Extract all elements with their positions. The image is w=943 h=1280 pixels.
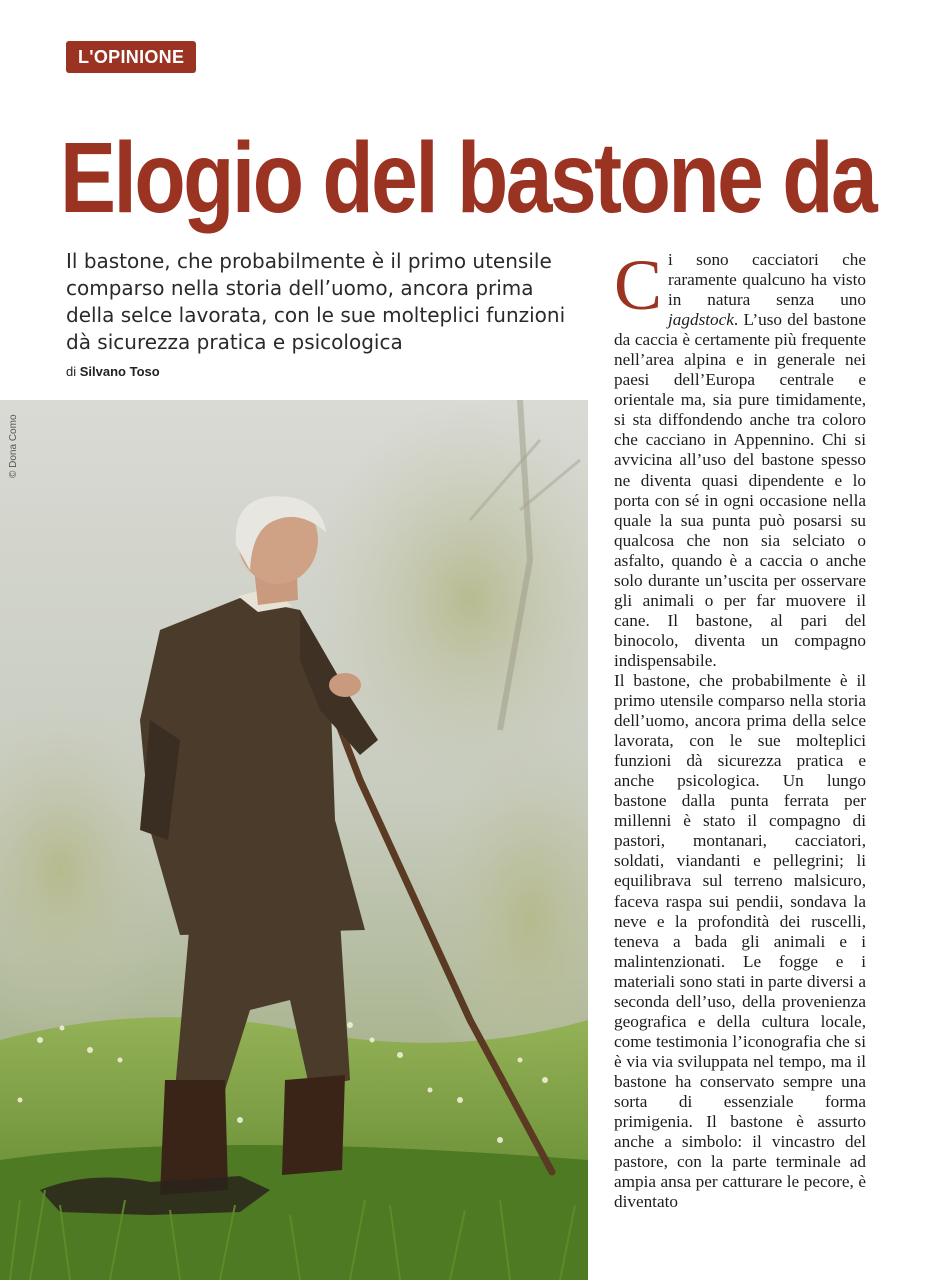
hunter-photo (0, 400, 588, 1280)
byline (66, 364, 160, 379)
p1-rest: . L’uso del bastone da caccia è certamente più frequente nell’area alpina e in generale nei paesi dell’Europa centrale e orientale ma, sia pure timidamente, si sta diffondendo anche tra coloro che cacciano in Appennino. Chi si avvicina all’uso del bastone spesso ne diventa quasi dipendente e lo porta con sé in ogni occasione nella quale la sua punta può posarsi su qualcosa che non sia selciato o asfalto, quando è a caccia o anche solo durante un’uscita per osservare gli animali o per far muovere il cane. Il bastone, al pari del binocolo, diventa un compagno indispensabile. (614, 310, 866, 670)
drop-cap: C (614, 245, 663, 325)
body-paragraph-2: Il bastone, che probabilmente è il primo utensile comparso nella storia dell’uomo, ancora prima della selce lavorata, con le sue molteplici funzioni dà sicurezza pratica e anche psicologica. Un lungo bastone dalla punta ferrata per millenni è stato il compagno di pastori, montanari, cacciatori, soldati, viandanti e pellegrini; li equilibrava sul terreno malsicuro, faceva raspa sui pendii, sondava la neve e la profondità dei ruscelli, teneva a bada gli animali e i malintenzionati. Le fogge e i materiali sono stati in parte diversi a seconda dell’uso, della provenienza geografica e della cultura locale, come testimonia l’iconografia che si è via via sviluppata nel tempo, ma il bastone ha conservato sempre una sorta di essenziale forma primigenia. Il bastone è assurto anche a simbolo: il vincastro del pastore, con la parte terminale ad ampia ansa per catturare le pecore, è diventato (614, 670, 866, 1212)
photo-credit: © Dona Como (8, 414, 19, 478)
body-paragraph-1 (614, 245, 866, 671)
p1-term: jagdstock (668, 310, 734, 330)
author-name: Silvano Toso (79, 364, 160, 379)
standfirst: Il bastone, che probabilmente è il primo utensile comparso nella storia dell’uomo, ancora prima della selce lavorata, con le sue molteplici funzioni dà sicurezza pratica e psicologica (66, 249, 566, 354)
byline-prefix: di (66, 364, 77, 379)
p1-lead: i sono cacciatori che raramente qualcuno ha visto in natura senza uno (668, 250, 866, 310)
article-title: Elogio del bastone da (60, 122, 876, 234)
article-body (614, 245, 866, 1212)
section-tag: L'OPINIONE (66, 41, 196, 73)
